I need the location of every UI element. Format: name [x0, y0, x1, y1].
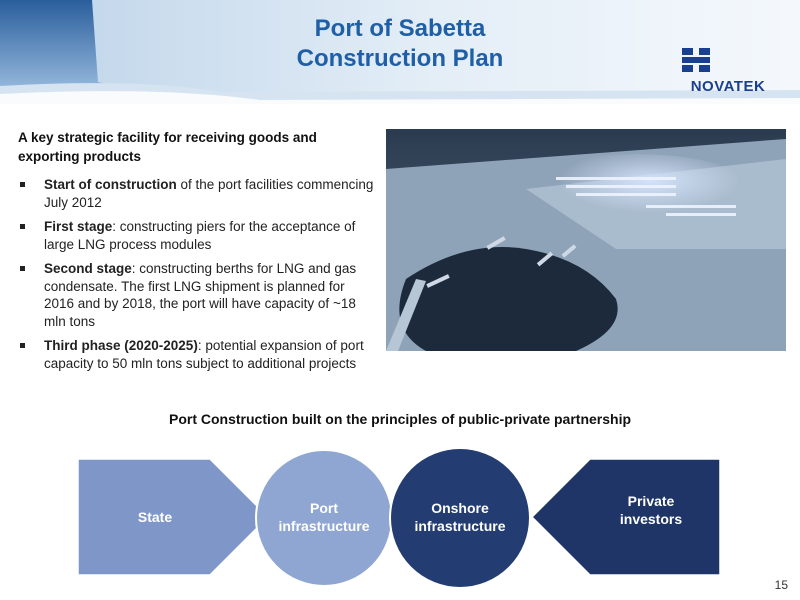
title-line-2: Construction Plan — [296, 45, 504, 72]
intro-heading: A key strategic facility for receiving goods and exporting products — [18, 130, 317, 164]
header-band — [0, 0, 800, 110]
investors-label-line-2: investors — [619, 511, 683, 527]
bullet-text: of the port facilities commencing July 2012 — [44, 177, 374, 210]
port-label-line-1: Port — [310, 500, 338, 516]
private-investors-label — [596, 492, 706, 528]
bullet-bold: Second stage — [44, 261, 132, 276]
bullet-bold: Start of construction — [44, 177, 177, 192]
onshore-label-line-2: infrastructure — [414, 518, 506, 534]
bullet-item — [18, 218, 378, 253]
ppp-diagram — [0, 440, 800, 590]
investors-label-line-1: Private — [627, 493, 675, 509]
state-label: State — [137, 509, 173, 525]
bullet-list — [18, 176, 378, 379]
bullet-square-icon — [20, 182, 25, 187]
logo-text: NOVATEK — [690, 78, 766, 95]
page-number: 15 — [774, 578, 788, 592]
bullet-square-icon — [20, 266, 25, 271]
page-title — [240, 14, 560, 74]
port-infrastructure-label — [274, 499, 374, 535]
onshore-label-line-1: Onshore — [431, 500, 489, 516]
novatek-logo-mark-icon — [680, 46, 712, 74]
onshore-infrastructure-label — [408, 499, 512, 535]
bullet-item — [18, 260, 378, 330]
novatek-logo — [680, 46, 776, 98]
port-label-line-2: infrastructure — [278, 518, 370, 534]
bullet-item — [18, 176, 378, 211]
bullet-text: : constructing berths for LNG and gas condensate. The first LNG shipment is planned for 2016 and by 2018, the port will have capacity of ~18 mln tons — [44, 261, 357, 329]
ppp-caption: Port Construction built on the principles of public-private partnership — [168, 411, 632, 427]
bullet-bold: First stage — [44, 219, 113, 234]
bullet-text: : potential expansion of port capacity to 50 mln tons subject to additional projects — [44, 338, 364, 371]
bullet-item — [18, 337, 378, 372]
port-rendering-image — [386, 129, 786, 351]
bullet-text: : constructing piers for the acceptance of large LNG process modules — [44, 219, 356, 252]
bullet-bold: Third phase (2020-2025) — [44, 338, 198, 353]
bullet-square-icon — [20, 343, 25, 348]
title-line-1: Port of Sabetta — [314, 15, 486, 42]
bullet-square-icon — [20, 224, 25, 229]
